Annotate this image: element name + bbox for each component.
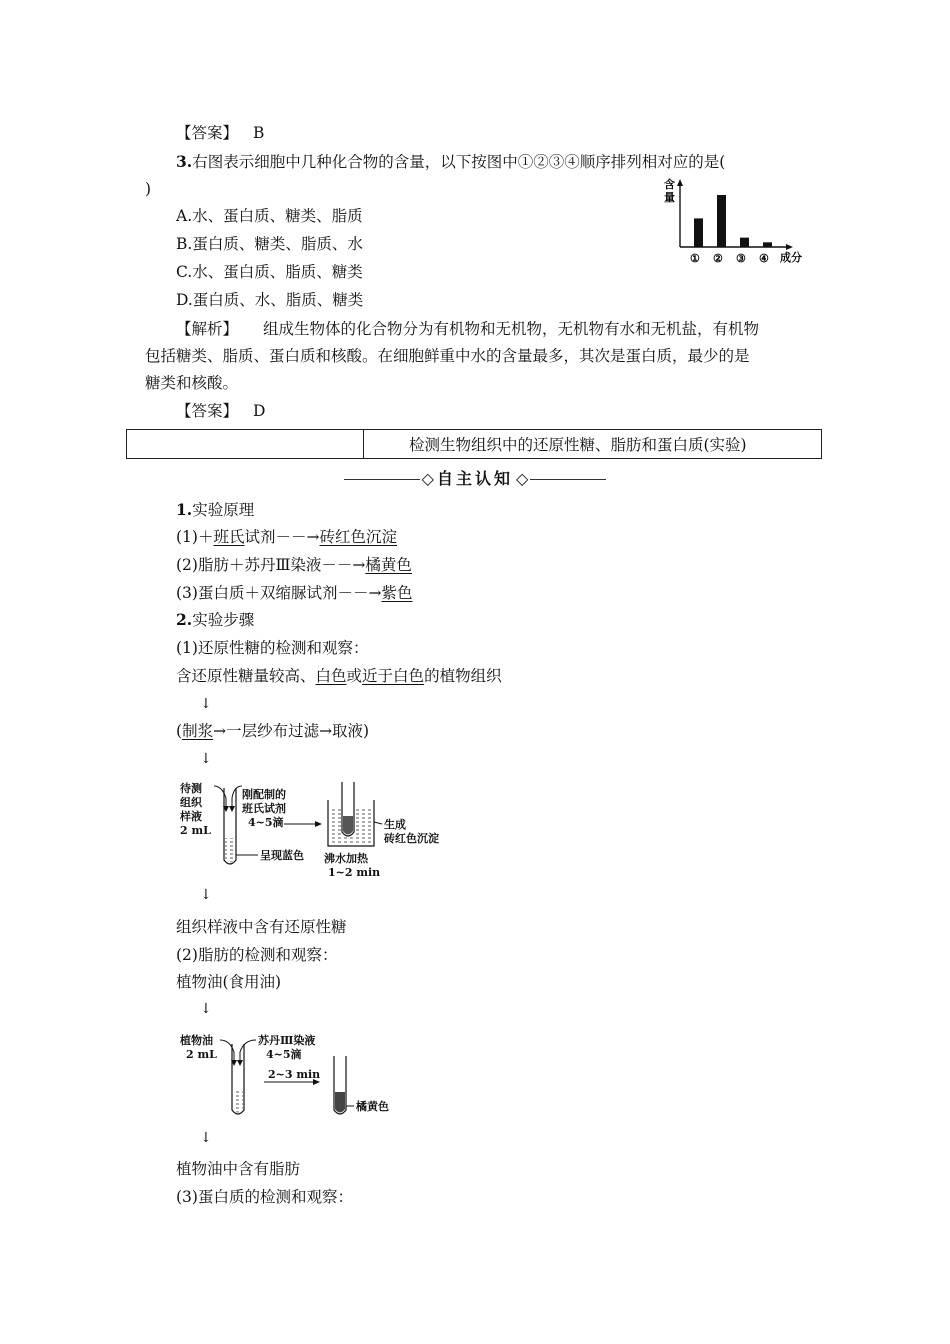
callout-line (374, 822, 382, 824)
analysis-line-3: 糖类和核酸。 (145, 374, 239, 392)
y-axis-arrow (677, 179, 683, 186)
item-text: (2)脂肪＋苏丹Ⅲ染液－－→ (176, 556, 366, 574)
drop-arrow-icon (237, 1060, 243, 1066)
brick-red-precipitate (343, 816, 353, 835)
principle-item-3 (176, 583, 412, 603)
analysis-label: 【解析】 (176, 320, 239, 338)
principle-item-1 (176, 527, 397, 547)
steps-number: 2. (176, 610, 193, 629)
fig-label: 2 mL (186, 1048, 217, 1061)
compound-content-chart (660, 176, 810, 268)
heading-rule-right (530, 479, 606, 480)
chart-ylabel-2: 量 (664, 191, 675, 204)
fig-label: 组织 (180, 796, 202, 809)
fig-label: 4~5滴 (266, 1048, 302, 1061)
section-underline-right (683, 458, 821, 459)
answer-label: 【答案】 (176, 402, 239, 420)
q2-answer (176, 123, 264, 143)
orange-result (335, 1092, 345, 1113)
prep-text: ( (176, 722, 183, 740)
principle-number: 1. (176, 500, 193, 519)
chart-bar (694, 218, 703, 247)
chart-bar (717, 195, 726, 247)
q3-option-c: C.水、蛋白质、脂质、糖类 (176, 263, 363, 281)
item-blank: 砖红色沉淀 (319, 528, 397, 546)
drop-arrow-icon (229, 806, 235, 812)
steps-title-text: 实验步骤 (192, 611, 255, 629)
principle-title-text: 实验原理 (192, 501, 255, 519)
material-blank: 近于白色 (362, 667, 425, 685)
prep-text: →一层纱布过滤→取液) (213, 722, 370, 740)
reducing-sugar-test-figure (176, 780, 456, 880)
fig-label: 待测 (180, 782, 202, 795)
down-arrow-icon: ↓ (200, 696, 212, 712)
fig-label: 橘黄色 (356, 1100, 389, 1113)
q3-answer (176, 401, 265, 421)
section-underline-left (127, 458, 302, 459)
chart-ylabel-1: 含 (664, 178, 675, 191)
item-blank: 橘黄色 (365, 556, 412, 574)
fig-label: 刚配制的 (242, 788, 286, 801)
oil-liquid (233, 1090, 243, 1113)
fat-result: 植物油中含有脂肪 (176, 1160, 301, 1178)
arrow-head-icon (315, 821, 322, 827)
chart-tick-label: ③ (736, 252, 746, 265)
steps-title (176, 610, 254, 630)
chart-tick-label: ① (690, 252, 700, 265)
sugar-prep (176, 721, 369, 741)
principle-title (176, 500, 254, 520)
material-text: 含还原性糖量较高、 (176, 667, 316, 685)
chart-xlabel: 成分 (780, 251, 802, 264)
item-text: 试剂－－→ (244, 528, 320, 546)
protein-title: (3)蛋白质的检测和观察： (176, 1188, 353, 1206)
fig-label: 呈现蓝色 (260, 849, 304, 862)
q3-option-d: D.蛋白质、水、脂质、糖类 (176, 291, 364, 309)
material-text: 或 (346, 667, 363, 685)
diamond-icon: ◇ (421, 469, 434, 488)
sugar-material (176, 666, 502, 686)
q3-analysis (176, 319, 759, 339)
prep-blank: 制浆 (182, 722, 214, 740)
q3-stem-text: 右图表示细胞中几种化合物的含量，以下按图中①②③④顺序排列相对应的是( (192, 153, 726, 171)
fig-label: 2~3 min (268, 1068, 321, 1081)
fig-label: 沸水加热 (324, 852, 368, 865)
item-blank: 紫色 (381, 584, 413, 602)
section-title-box (126, 429, 822, 459)
q3-option-a: A.水、蛋白质、糖类、脂质 (176, 207, 363, 225)
heading-text: 自主认知 (436, 469, 513, 488)
sugar-title: (1)还原性糖的检测和观察： (176, 639, 369, 657)
fig-label: 样液 (180, 810, 202, 823)
section-divider (363, 430, 364, 458)
fig-label: 植物油 (180, 1034, 213, 1047)
answer-label: 【答案】 (176, 124, 239, 142)
down-arrow-icon: ↓ (200, 1001, 212, 1017)
fig-label: 1~2 min (328, 866, 381, 879)
answer-value: D (252, 402, 266, 420)
material-text: 的植物组织 (424, 667, 502, 685)
analysis-line-1: 组成生物体的化合物分为有机物和无机物，无机物有水和无机盐，有机物 (262, 320, 759, 338)
fat-title: (2)脂肪的检测和观察： (176, 946, 338, 964)
chart-bar (740, 238, 749, 247)
diamond-icon: ◇ (516, 469, 529, 488)
answer-value: B (252, 124, 265, 142)
down-arrow-icon: ↓ (200, 1130, 212, 1146)
material-blank: 白色 (315, 667, 347, 685)
item-text: (1)＋ (176, 528, 214, 546)
down-arrow-icon: ↓ (200, 751, 212, 767)
fig-label: 砖红色沉淀 (384, 832, 439, 845)
down-arrow-icon: ↓ (200, 887, 212, 903)
q3-stem-cont: ) (145, 180, 152, 198)
x-axis-arrow (786, 244, 793, 250)
chart-tick-label: ② (713, 252, 723, 265)
test-tube-liquid (225, 838, 235, 863)
q3-option-b: B.蛋白质、糖类、脂质、水 (176, 235, 363, 253)
fig-label: 2 mL (180, 824, 211, 837)
fig-label: 苏丹Ⅲ染液 (258, 1034, 316, 1047)
fat-test-figure (176, 1030, 416, 1122)
section-title: 检测生物组织中的还原性糖、脂肪和蛋白质(实验) (409, 436, 747, 454)
q3-number: 3. (176, 152, 193, 171)
heading-rule-left (344, 479, 420, 480)
item-blank: 班氏 (213, 528, 245, 546)
fig-label: 生成 (384, 818, 406, 831)
fig-label: 班氏试剂 (242, 802, 286, 815)
sugar-result: 组织样液中含有还原性糖 (176, 918, 347, 936)
fig-label: 4~5滴 (248, 816, 284, 829)
item-text: (3)蛋白质＋双缩脲试剂－－→ (176, 584, 382, 602)
section-heading (0, 466, 950, 489)
principle-item-2 (176, 555, 412, 575)
chart-tick-label: ④ (759, 252, 769, 265)
chart-bar (763, 242, 772, 247)
analysis-line-2: 包括糖类、脂质、蛋白质和核酸。在细胞鲜重中水的含量最多，其次是蛋白质，最少的是 (145, 347, 750, 365)
q3-stem (176, 152, 725, 172)
fat-material: 植物油(食用油) (176, 973, 282, 991)
